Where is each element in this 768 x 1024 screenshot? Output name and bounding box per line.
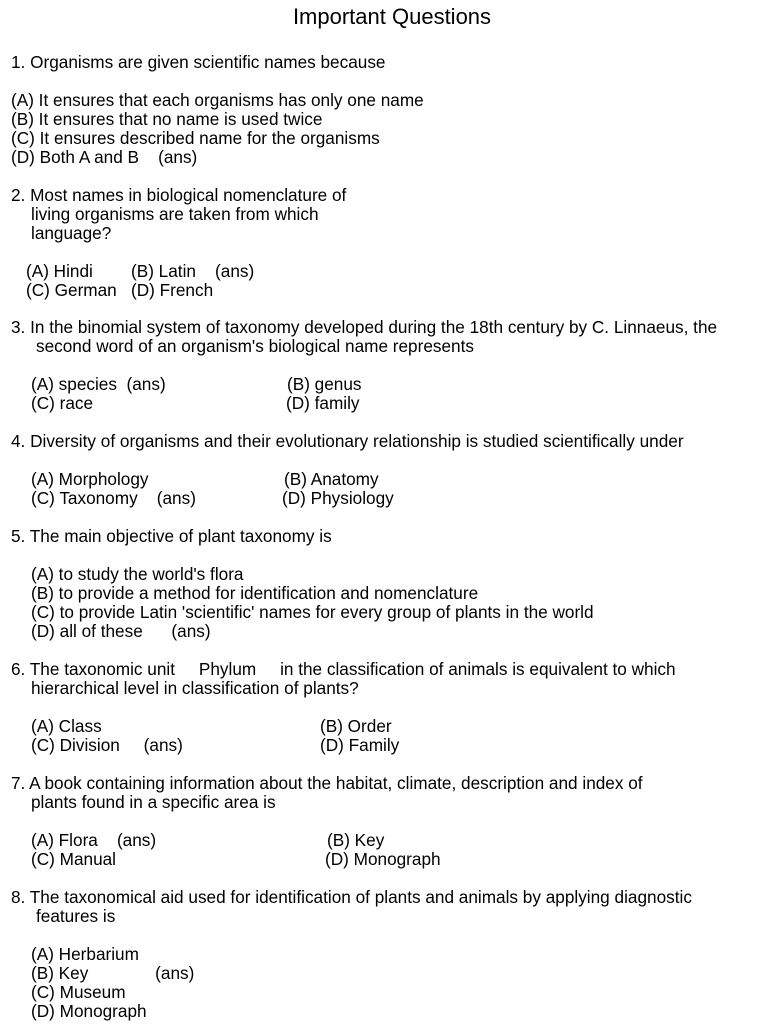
question-1-option-a: (A) It ensures that each organisms has only one name [11, 90, 424, 110]
question-3-option-c: (C) race [31, 393, 94, 413]
question-8-option-c: (C) Museum [31, 982, 126, 1002]
page-title: Important Questions [292, 4, 492, 29]
question-2-option-c: (C) German [26, 280, 117, 300]
question-2-option-b: (B) Latin (ans) [131, 261, 255, 281]
question-3-option-a: (A) species (ans) [31, 374, 166, 394]
question-5-option-a: (A) to study the world's flora [31, 564, 244, 584]
question-7-option-d: (D) Monograph [325, 849, 441, 869]
question-1-option-d: (D) Both A and B (ans) [11, 147, 198, 167]
question-4-option-c: (C) Taxonomy (ans) [31, 488, 196, 508]
question-2-option-d: (D) French [131, 280, 214, 300]
question-1-option-b: (B) It ensures that no name is used twice [11, 109, 323, 129]
question-2-option-a: (A) Hindi [26, 261, 93, 281]
question-5-option-c: (C) to provide Latin 'scientific' names for every group of plants in the world [31, 602, 594, 622]
question-5-stem: 5. The main objective of plant taxonomy is [11, 526, 332, 546]
question-3-stem-line-1: 3. In the binomial system of taxonomy developed during the 18th century by C. Linnaeus, the [11, 317, 718, 337]
question-8-option-d: (D) Monograph [31, 1001, 147, 1021]
question-8-stem-line-2: features is [36, 906, 116, 926]
question-6-option-a: (A) Class [31, 716, 102, 736]
question-7-option-a: (A) Flora (ans) [31, 830, 157, 850]
question-2-stem-line-3: language? [31, 223, 112, 243]
question-3-option-d: (D) family [286, 393, 360, 413]
question-1-option-c: (C) It ensures described name for the organisms [11, 128, 380, 148]
question-4-option-a: (A) Morphology [31, 469, 149, 489]
question-7-stem-line-1: 7. A book containing information about the habitat, climate, description and index of [11, 773, 643, 793]
question-8-stem-line-1: 8. The taxonomical aid used for identification of plants and animals by applying diagnostic [11, 887, 692, 907]
question-3-stem-line-2: second word of an organism's biological name represents [36, 336, 474, 356]
question-8-option-b: (B) Key (ans) [31, 963, 195, 983]
question-7-option-b: (B) Key [327, 830, 385, 850]
question-8-option-a: (A) Herbarium [31, 944, 139, 964]
question-5-option-b: (B) to provide a method for identification and nomenclature [31, 583, 479, 603]
question-6-option-c: (C) Division (ans) [31, 735, 183, 755]
question-2-stem-line-1: 2. Most names in biological nomenclature of [11, 185, 347, 205]
question-5-option-d: (D) all of these (ans) [31, 621, 211, 641]
question-1-stem: 1. Organisms are given scientific names because [11, 52, 386, 72]
question-7-stem-line-2: plants found in a specific area is [31, 792, 276, 812]
question-4-option-b: (B) Anatomy [284, 469, 379, 489]
question-3-option-b: (B) genus [287, 374, 362, 394]
question-2-stem-line-2: living organisms are taken from which [31, 204, 319, 224]
question-6-option-b: (B) Order [320, 716, 392, 736]
question-6-stem-line-1: 6. The taxonomic unit Phylum in the classification of animals is equivalent to which [11, 659, 676, 679]
question-7-option-c: (C) Manual [31, 849, 117, 869]
question-6-stem-line-2: hierarchical level in classification of plants? [31, 678, 359, 698]
question-6-option-d: (D) Family [320, 735, 400, 755]
question-4-stem: 4. Diversity of organisms and their evolutionary relationship is studied scientifically under [11, 431, 684, 451]
question-4-option-d: (D) Physiology [282, 488, 394, 508]
